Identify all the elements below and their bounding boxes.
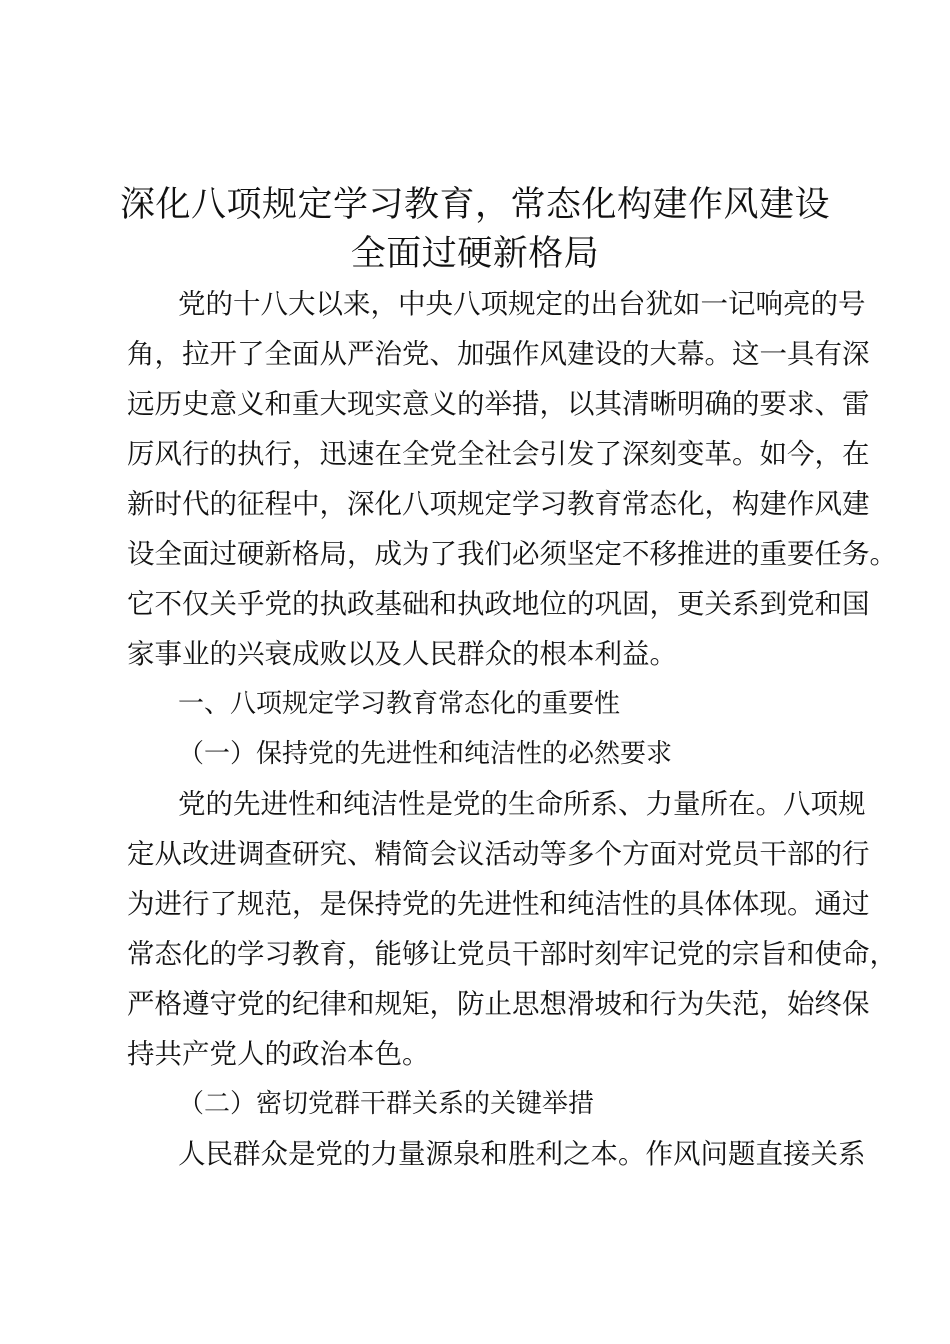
paragraph-2-line-6: 持共产党人的政治本色。 [127,1038,430,1070]
paragraph-1-line-1: 党的十八大以来，中央八项规定的出台犹如一记响亮的号 [178,288,866,320]
document-title-line-1: 深化八项规定学习教育，常态化构建作风建设 [119,185,830,225]
paragraph-2-line-1: 党的先进性和纯洁性是党的生命所系、力量所在。八项规 [178,788,866,820]
paragraph-2-line-3: 为进行了规范，是保持党的先进性和纯洁性的具体体现。通过 [127,888,870,920]
paragraph-3-line-1: 人民群众是党的力量源泉和胜利之本。作风问题直接关系 [178,1138,866,1170]
paragraph-1-line-4: 厉风行的执行，迅速在全党全社会引发了深刻变革。如今，在 [127,438,870,470]
paragraph-1-line-8: 家事业的兴衰成败以及人民群众的根本利益。 [127,638,677,670]
paragraph-2-line-4: 常态化的学习教育，能够让党员干部时刻牢记党的宗旨和使命， [127,938,897,970]
document-title-line-2: 全面过硬新格局 [350,234,600,274]
subsection-heading-2: （二）密切党群干群关系的关键举措 [178,1089,595,1119]
section-heading-1: 一、八项规定学习教育常态化的重要性 [178,689,621,719]
paragraph-1-line-3: 远历史意义和重大现实意义的举措，以其清晰明确的要求、雷 [127,388,870,420]
paragraph-1-line-7: 它不仅关乎党的执政基础和执政地位的巩固，更关系到党和国 [127,588,870,620]
paragraph-1-line-2: 角，拉开了全面从严治党、加强作风建设的大幕。这一具有深 [127,338,870,370]
paragraph-1-line-6: 设全面过硬新格局，成为了我们必须坚定不移推进的重要任务。 [127,538,897,570]
paragraph-2-line-5: 严格遵守党的纪律和规矩，防止思想滑坡和行为失范，始终保 [127,988,870,1020]
subsection-heading-1: （一）保持党的先进性和纯洁性的必然要求 [178,739,673,769]
paragraph-1-line-5: 新时代的征程中，深化八项规定学习教育常态化，构建作风建 [127,488,870,520]
paragraph-2-line-2: 定从改进调查研究、精简会议活动等多个方面对党员干部的行 [127,838,870,870]
